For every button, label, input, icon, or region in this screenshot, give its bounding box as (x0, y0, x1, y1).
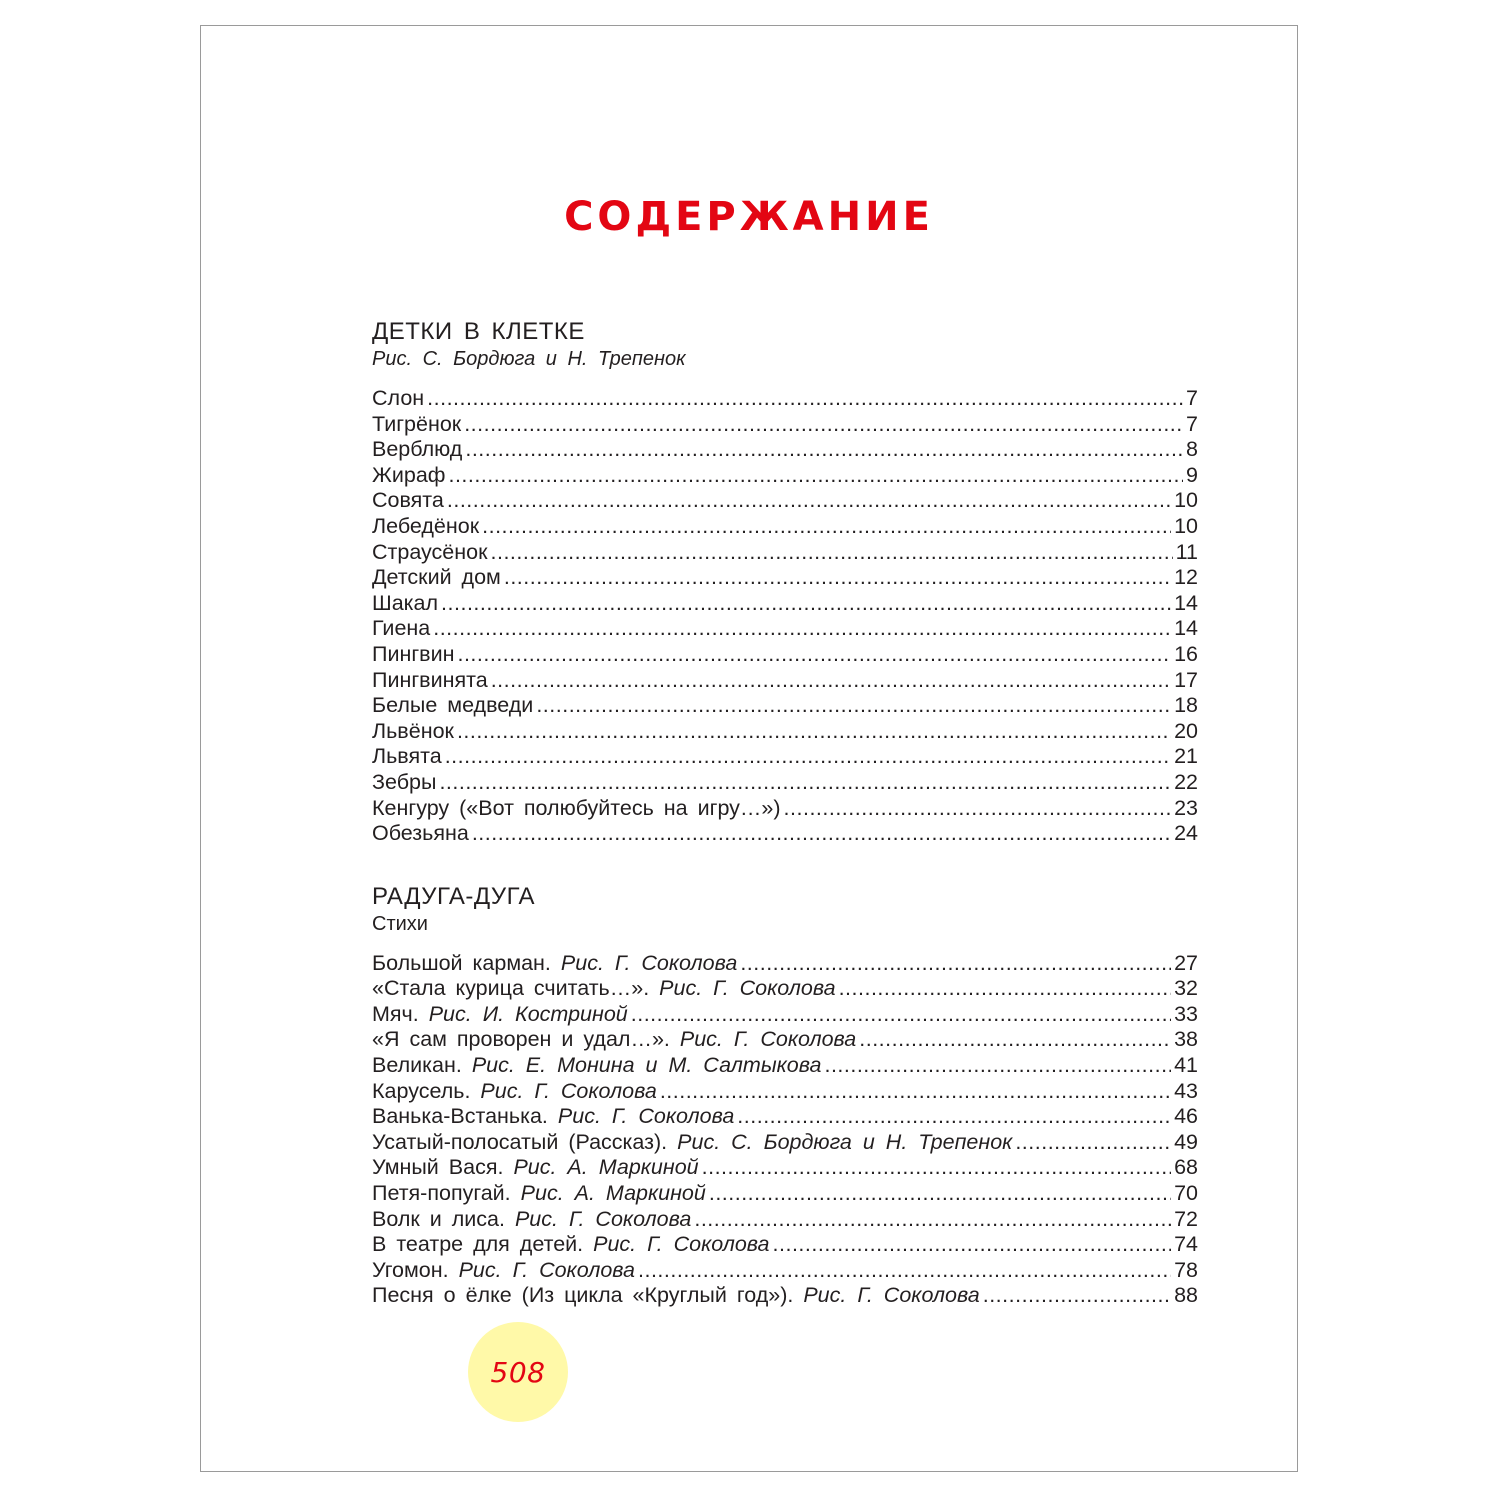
toc-entry (372, 796, 1198, 822)
entry-page-number: 23 (1174, 795, 1198, 820)
entry-title-text: Пингвин (372, 641, 455, 666)
entry-illustrator: Рис. Г. Соколова (458, 1257, 635, 1282)
toc-entry (372, 463, 1198, 489)
entry-title (372, 668, 488, 694)
entry-title-text: Верблюд (372, 437, 463, 462)
dot-leader (441, 591, 1171, 617)
entry-title (372, 540, 488, 566)
entry-page-number: 38 (1174, 1027, 1198, 1052)
dot-leader (983, 1283, 1171, 1309)
toc-entry (372, 616, 1198, 642)
entry-title (372, 951, 737, 977)
entry-title-text: Львёнок (372, 718, 454, 743)
entry-page-number: 10 (1174, 488, 1198, 513)
entry-title-text: Ванька-Встанька. (372, 1104, 548, 1129)
toc-entry (372, 693, 1198, 719)
section-title: ДЕТКИ В КЛЕТКЕ (372, 318, 585, 345)
entry-title-text: Гиена (372, 616, 431, 641)
toc-entry (372, 1104, 1198, 1130)
entry-title (372, 744, 442, 770)
entry-title-text: Песня о ёлке (Из цикла «Круглый год»). (372, 1283, 794, 1308)
entry-page-number: 24 (1174, 821, 1198, 846)
page-number: 508 (490, 1355, 546, 1389)
dot-leader (465, 437, 1183, 463)
entry-page-number: 49 (1174, 1129, 1198, 1154)
entry-title-text: Волк и лиса. (372, 1206, 505, 1231)
entry-illustrator: Рис. Г. Соколова (679, 1027, 857, 1052)
entry-title-text: Мяч. (372, 1001, 419, 1026)
entry-title (372, 565, 501, 591)
entry-title (372, 821, 469, 847)
toc-entry (372, 540, 1198, 566)
entry-title (372, 386, 424, 412)
entry-page-number: 32 (1174, 976, 1198, 1001)
entry-illustrator: Рис. А. Маркиной (520, 1181, 706, 1206)
entry-page-number: 46 (1174, 1104, 1198, 1129)
entry-title (372, 591, 438, 617)
entry-page-number: 11 (1175, 539, 1198, 564)
entry-title (372, 1232, 770, 1258)
entry-page-number: 41 (1174, 1053, 1198, 1078)
entry-page-number: 17 (1174, 667, 1198, 692)
dot-leader (638, 1258, 1171, 1284)
entry-title-text: Пингвинята (372, 667, 488, 692)
entry-title (372, 1207, 691, 1233)
entry-title (372, 1104, 734, 1130)
entry-title (372, 1130, 1012, 1156)
dot-leader (448, 463, 1183, 489)
entry-title (372, 770, 436, 796)
entry-page-number: 43 (1174, 1078, 1198, 1103)
dot-leader (709, 1181, 1171, 1207)
entry-illustrator: Рис. Г. Соколова (659, 976, 836, 1001)
entry-title-text: Зебры (372, 769, 437, 794)
dot-leader (839, 976, 1172, 1002)
toc-entry (372, 412, 1198, 438)
entry-title (372, 1079, 657, 1105)
dot-leader (773, 1232, 1172, 1258)
entry-illustrator: Рис. Г. Соколова (514, 1206, 692, 1231)
toc-entry (372, 951, 1198, 977)
toc-section (372, 883, 1198, 1309)
toc-entry (372, 1155, 1198, 1181)
entry-title (372, 719, 454, 745)
dot-leader (784, 796, 1172, 822)
page-title: СОДЕРЖАНИЕ (564, 193, 934, 240)
toc-section (372, 318, 1198, 847)
entry-illustrator: Рис. С. Бордюга и Н. Трепенок (677, 1129, 1013, 1154)
toc-entry (372, 976, 1198, 1002)
entry-title-text: Великан. (372, 1053, 462, 1078)
dot-leader (491, 668, 1171, 694)
entry-page-number: 14 (1174, 590, 1198, 615)
entry-title-text: Белые медведи (372, 693, 534, 718)
section-subtitle: Стихи (372, 912, 428, 935)
entry-page-number: 70 (1174, 1181, 1198, 1206)
entry-page-number: 27 (1174, 950, 1198, 975)
entry-page-number: 72 (1174, 1206, 1198, 1231)
entry-illustrator: Рис. Е. Монина и М. Салтыкова (471, 1053, 822, 1078)
entry-title (372, 514, 479, 540)
entry-title-text: Петя-попугай. (372, 1181, 511, 1206)
toc-entry (372, 668, 1198, 694)
entry-title (372, 412, 461, 438)
entry-title-text: Шакал (372, 590, 439, 615)
entry-title (372, 1027, 856, 1053)
entry-title-text: Умный Вася. (372, 1155, 504, 1180)
toc-entry (372, 770, 1198, 796)
toc-entry (372, 1002, 1198, 1028)
entry-title (372, 1002, 628, 1028)
dot-leader (859, 1027, 1171, 1053)
entry-title-text: Усатый-полосатый (Рассказ). (372, 1129, 668, 1154)
entry-page-number: 20 (1174, 718, 1198, 743)
dot-leader (447, 488, 1171, 514)
toc-entry (372, 744, 1198, 770)
entry-page-number: 18 (1174, 693, 1198, 718)
entry-title-text: Карусель. (372, 1078, 471, 1103)
entry-page-number: 10 (1174, 513, 1198, 538)
entry-page-number: 14 (1174, 616, 1198, 641)
entry-title (372, 1283, 980, 1309)
entry-title (372, 488, 444, 514)
toc-entry (372, 386, 1198, 412)
entry-illustrator: Рис. Г. Соколова (803, 1283, 980, 1308)
entry-title (372, 463, 445, 489)
entry-title (372, 1053, 821, 1079)
toc-entry (372, 1053, 1198, 1079)
dot-leader (491, 540, 1173, 566)
toc-entry (372, 1079, 1198, 1105)
dot-leader (1015, 1130, 1171, 1156)
dot-leader (445, 744, 1171, 770)
dot-leader (737, 1104, 1171, 1130)
entry-page-number: 9 (1186, 462, 1198, 487)
entry-page-number: 78 (1174, 1257, 1198, 1282)
entry-page-number: 33 (1174, 1001, 1198, 1026)
dot-leader (694, 1207, 1171, 1233)
toc-entry (372, 565, 1198, 591)
toc-entry (372, 719, 1198, 745)
entry-page-number: 7 (1186, 411, 1198, 436)
toc-entry (372, 488, 1198, 514)
entry-title-text: Большой карман. (372, 950, 551, 975)
entry-title-text: Страусёнок (372, 539, 488, 564)
dot-leader (433, 616, 1171, 642)
entry-title-text: «Я сам проворен и удал…». (372, 1027, 670, 1052)
dot-leader (660, 1079, 1171, 1105)
dot-leader (457, 642, 1171, 668)
dot-leader (457, 719, 1171, 745)
entry-title (372, 976, 836, 1002)
toc-entry (372, 1207, 1198, 1233)
entry-title-text: Детский дом (372, 565, 501, 590)
dot-leader (427, 386, 1183, 412)
dot-leader (464, 412, 1183, 438)
entry-title-text: Обезьяна (372, 821, 469, 846)
entry-illustrator: Рис. Г. Соколова (593, 1232, 770, 1257)
entry-page-number: 68 (1174, 1155, 1198, 1180)
entry-title-text: В театре для детей. (372, 1232, 584, 1257)
toc-entry (372, 591, 1198, 617)
entry-title-text: «Стала курица считать…». (372, 976, 650, 1001)
book-page (200, 25, 1298, 1472)
toc-entry (372, 642, 1198, 668)
entry-title-text: Совята (372, 488, 444, 513)
toc-entry (372, 1258, 1198, 1284)
entry-title-text: Лебедёнок (372, 513, 480, 538)
entry-page-number: 12 (1174, 565, 1198, 590)
dot-leader (472, 821, 1171, 847)
toc-entry (372, 1027, 1198, 1053)
toc-entry (372, 514, 1198, 540)
entry-title (372, 693, 533, 719)
entry-title (372, 616, 430, 642)
entry-title (372, 642, 454, 668)
dot-leader (631, 1002, 1171, 1028)
entry-illustrator: Рис. Г. Соколова (557, 1104, 735, 1129)
dot-leader (504, 565, 1171, 591)
entry-page-number: 7 (1186, 386, 1198, 410)
entry-page-number: 16 (1174, 641, 1198, 666)
toc-entry (372, 1130, 1198, 1156)
toc-list (372, 951, 1198, 1309)
entry-title (372, 1181, 706, 1207)
toc-entry (372, 821, 1198, 847)
section-title: РАДУГА-ДУГА (372, 882, 536, 910)
entry-title-text: Угомон. (372, 1257, 449, 1282)
dot-leader (439, 770, 1171, 796)
entry-illustrator: Рис. Г. Соколова (480, 1078, 657, 1103)
table-of-contents (372, 318, 1198, 1309)
entry-illustrator: Рис. И. Костриной (428, 1001, 628, 1026)
entry-page-number: 74 (1174, 1232, 1198, 1257)
entry-title-text: Кенгуру («Вот полюбуйтесь на игру…») (372, 795, 781, 820)
entry-title (372, 437, 462, 463)
entry-illustrator: Рис. Г. Соколова (560, 950, 738, 975)
entry-title-text: Тигрёнок (372, 411, 462, 436)
entry-page-number: 8 (1186, 437, 1198, 462)
entry-page-number: 22 (1174, 769, 1198, 794)
page-number-badge (468, 1322, 568, 1422)
entry-illustrator: Рис. А. Маркиной (513, 1155, 699, 1180)
section-spacer (372, 847, 1198, 883)
toc-list (372, 386, 1198, 847)
toc-entry (372, 1181, 1198, 1207)
entry-page-number: 21 (1174, 744, 1198, 769)
dot-leader (536, 693, 1171, 719)
dot-leader (482, 514, 1171, 540)
dot-leader (702, 1155, 1171, 1181)
entry-title (372, 1258, 635, 1284)
toc-entry (372, 1283, 1198, 1309)
entry-title-text: Жираф (372, 462, 446, 487)
section-subtitle: Рис. С. Бордюга и Н. Трепенок (372, 348, 686, 370)
dot-leader (824, 1053, 1171, 1079)
toc-entry (372, 437, 1198, 463)
entry-title-text: Львята (372, 744, 442, 769)
entry-page-number: 88 (1174, 1283, 1198, 1308)
dot-leader (740, 951, 1171, 977)
entry-title (372, 1155, 699, 1181)
entry-title (372, 796, 781, 822)
entry-title-text: Слон (372, 386, 425, 410)
toc-entry (372, 1232, 1198, 1258)
